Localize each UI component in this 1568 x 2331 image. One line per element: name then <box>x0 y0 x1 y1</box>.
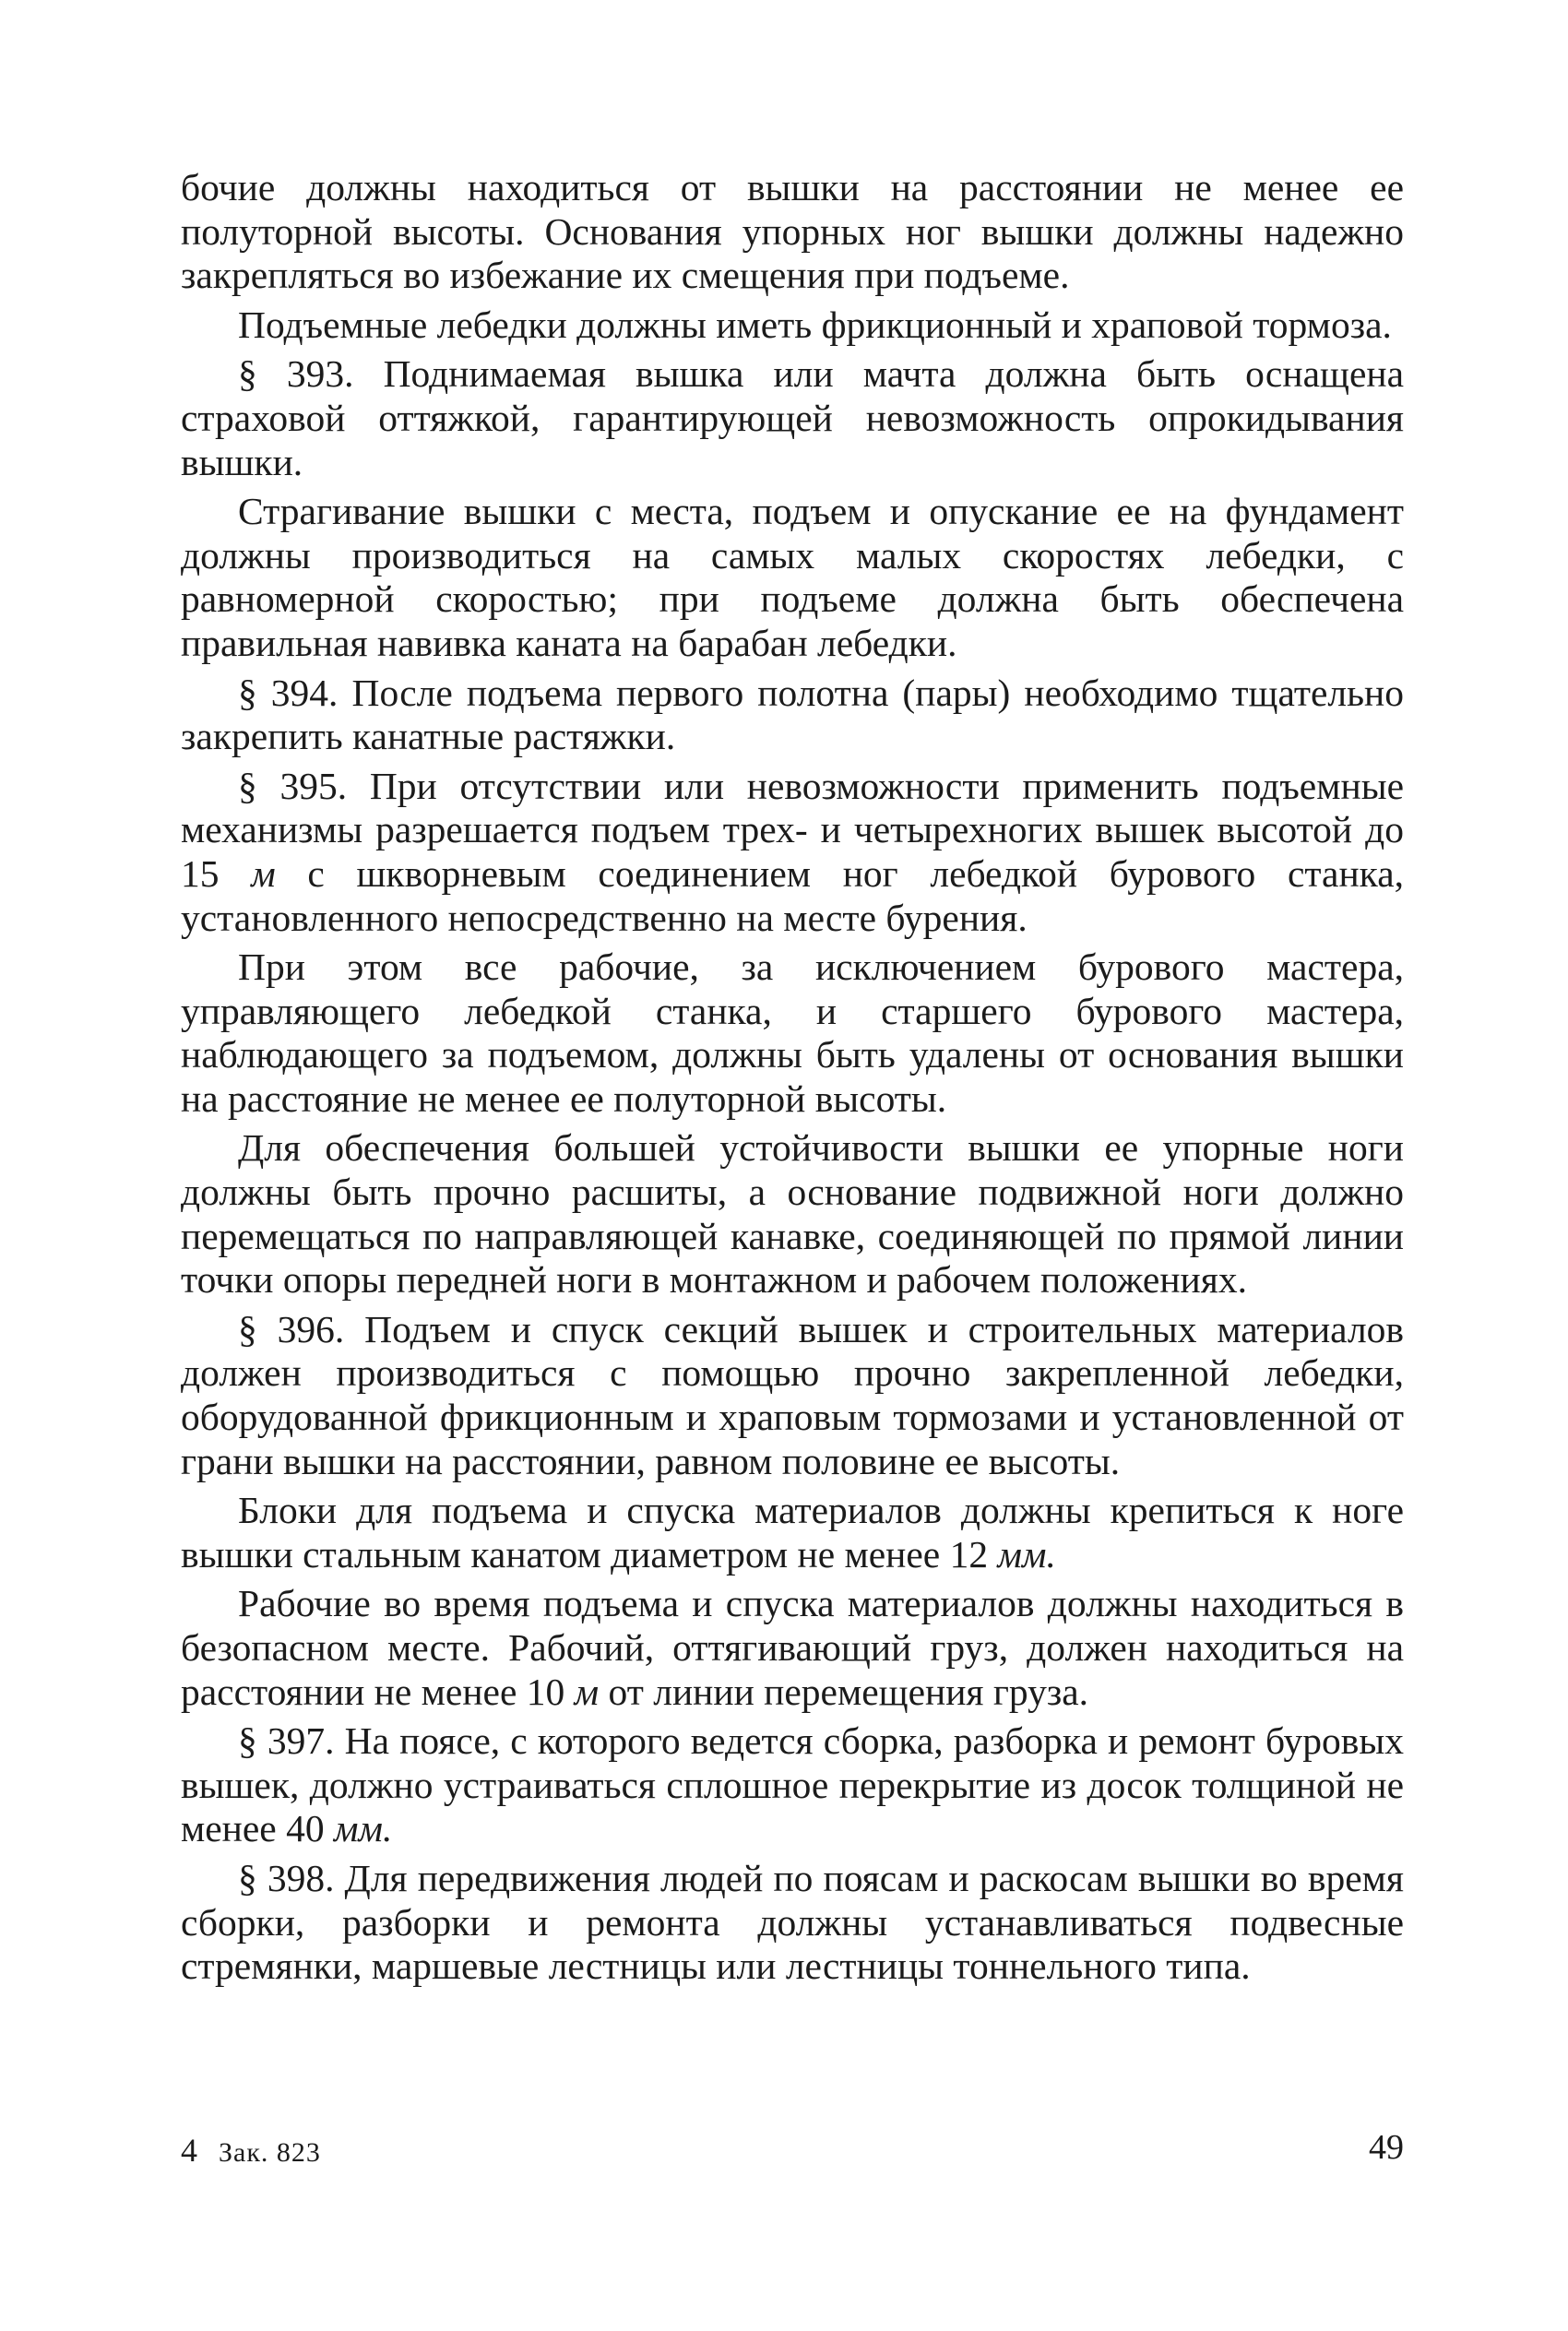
paragraph-10 <box>181 1582 1404 1714</box>
paragraph-397 <box>181 1719 1404 1851</box>
paragraph-395-text-a: § 395. При отсутствии или невозможности применить подъемные механизмы разрешается подъем трех- и четырехногих вышек высотой до 15 <box>181 764 1404 895</box>
paragraph-1: Подъемные лебедки должны иметь фрикционный и храповой тормоза. <box>238 303 1392 346</box>
paragraph-395 <box>181 765 1404 940</box>
paragraph-398: § 398. Для передвижения людей по поясам и раскосам вышки во время сборки, разборки и ремонта должны устанавливаться подвесные стремянки, маршевые лестницы или лестницы тоннельного типа. <box>181 1856 1404 1988</box>
paragraph-6: При этом все рабочие, за исключением бурового мастера, управляющего лебедкой станка, и старшего бурового мастера, наблюдающего за подъемом, должны быть удалены от основания вышки на расстояние не менее ее полуторной высоты. <box>181 945 1404 1120</box>
unit-mm: мм. <box>997 1532 1056 1576</box>
unit-m: м <box>574 1670 600 1713</box>
order-label: Зак. 823 <box>219 2137 321 2168</box>
paragraph-3: Страгивание вышки с места, подъем и опускание ее на фундамент должны производиться на самых малых скоростях лебедки, с равномерной скоростью; при подъеме должна быть обеспечена правильная навивка каната на барабан лебедки. <box>181 490 1404 664</box>
printer-signature <box>181 2131 321 2170</box>
page-footer <box>181 2128 1404 2177</box>
signature-number: 4 <box>181 2132 198 2169</box>
paragraph-10-text-b: от линии перемещения груза. <box>599 1670 1089 1713</box>
paragraph-0: бочие должны находиться от вышки на расстоянии не менее ее полуторной высоты. Основания упорных ног вышки должны надежно закрепляться во избежание их смещения при подъеме. <box>181 166 1404 297</box>
page-body <box>181 166 1404 1994</box>
unit-mm: мм. <box>333 1807 393 1850</box>
paragraph-10-text-a: Рабочие во время подъема и спуска материалов должны находиться в безопасном месте. Рабочий, оттягивающий груз, должен находиться на расстоянии не менее 10 <box>181 1582 1404 1713</box>
paragraph-394: § 394. После подъема первого полотна (пары) необходимо тщательно закрепить канатные растяжки. <box>181 671 1404 758</box>
paragraph-7: Для обеспечения большей устойчивости вышки ее упорные ноги должны быть прочно расшиты, а основание подвижной ноги должно перемещаться по направляющей канавке, соединяющей по прямой линии точки опоры передней ноги в монтажном и рабочем положениях. <box>181 1126 1404 1302</box>
paragraph-395-text-b: с шкворневым соединением ног лебедкой бурового станка, установленного непосредственно на месте бурения. <box>181 851 1405 939</box>
unit-m: м <box>251 851 276 895</box>
paragraph-397-text-a: § 397. На поясе, с которого ведется сборка, разборка и ремонт буровых вышек, должно устраиваться сплошное перекрытие из досок толщиной не менее 40 <box>181 1719 1404 1850</box>
paragraph-393: § 393. Поднимаемая вышка или мачта должна быть оснащена страховой оттяжкой, гарантирующей невозможность опрокидывания вышки. <box>181 352 1404 483</box>
paragraph-9-text-a: Блоки для подъема и спуска материалов должны крепиться к ноге вышки стальным канатом диаметром не менее 12 <box>181 1489 1404 1576</box>
paragraph-9 <box>181 1489 1404 1576</box>
page-number: 49 <box>1369 2128 1404 2167</box>
paragraph-396: § 396. Подъем и спуск секций вышек и строительных материалов должен производиться с помощью прочно закрепленной лебедки, оборудованной фрикционным и храповым тормозами и установленной от грани вышки на расстоянии, равном половине ее высоты. <box>181 1307 1404 1482</box>
